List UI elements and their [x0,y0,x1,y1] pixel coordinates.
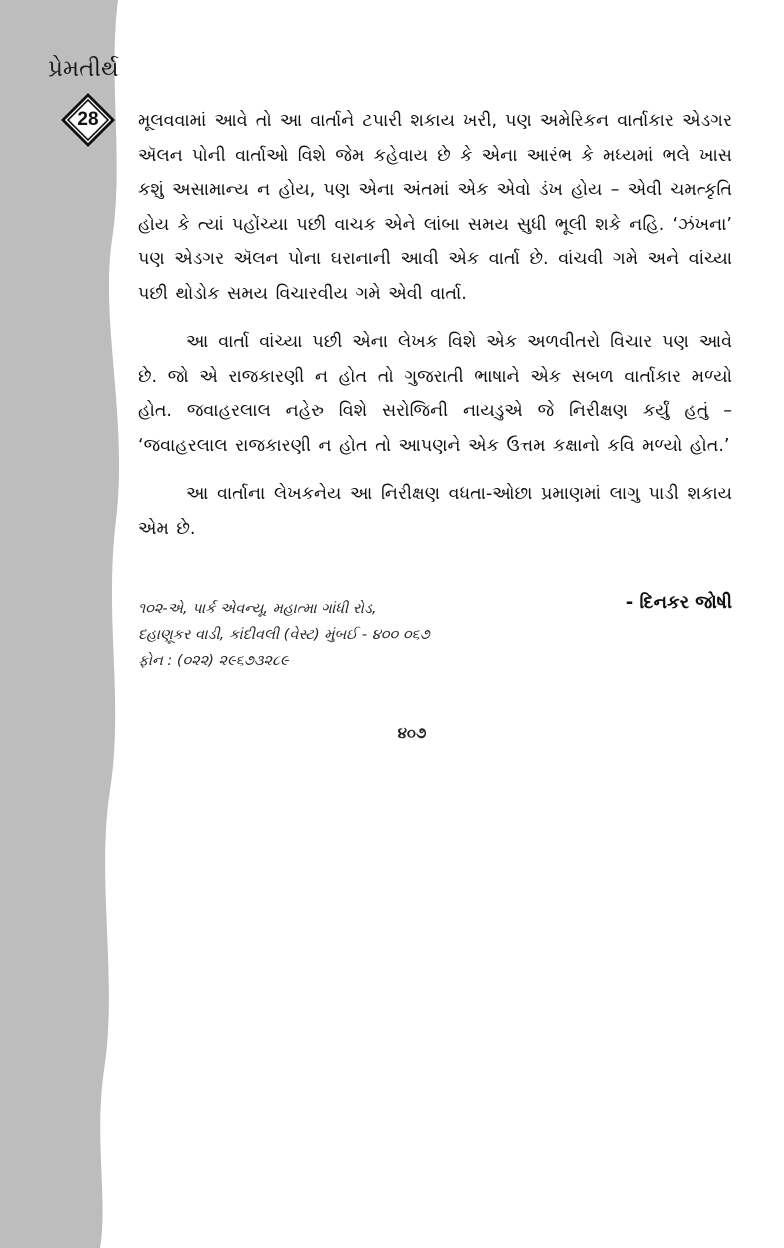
paragraph-2: આ વાર્તા વાંચ્યા પછી એના લેખક વિશે એક અળવીતરો વિચાર પણ આવે છે. જો એ રાજકારણી ન હોત તો ગુજરાતી ભાષાને એક સબળ વાર્તાકાર મળ્યો હોત. જવાહરલાલ નહેરુ વિશે સરોજિની નાયડુએ જે નિરીક્ષણ કર્યું હતું – ‘જવાહરલાલ રાજકારણી ન હોત તો આપણને એક ઉત્તમ કક્ષાનો કવિ મળ્યો હોત.’ [138,332,732,456]
author-address-line-2: દહાણૂકર વાડી, કાંદીવલી (વેસ્ટ) મુંબઈ - ૪૦૦ ૦૬૭ [138,627,430,643]
paragraph-3: આ વાર્તાના લેખકનેય આ નિરીક્ષણ વધતા-ઓછા પ્રમાણમાં લાગુ પાડી શકાય એમ છે. [138,484,732,539]
paragraph-1: મૂલવવામાં આવે તો આ વાર્તાને ટપારી શકાય ખરી, પણ અમેરિકન વાર્તાકાર એડગર ઍલન પોની વાર્તાઓ વિશે જેમ કહેવાય છે કે એના આરંભ કે મધ્યમાં ભલે ખાસ કશું અસામાન્ય ન હોય, પણ એના અંતમાં એક એવો ડંખ હોય – એવી ચમત્કૃતિ હોય કે ત્યાં પહોંચ્યા પછી વાચક એને લાંબા સમય સુધી ભૂલી શકે નહિ. ‘ઝંખના’ પણ એડગર ઍલન પોના ઘરાનાની આવી એક વાર્તા છે. વાંચવી ગમે અને વાંચ્યા પછી થોડોક સમય વિચારવીય ગમે એવી વાર્તા. [138,111,732,304]
chapter-number-badge [60,92,116,148]
author-footer [138,592,732,674]
page-header-title: પ્રેમતીર્થ [48,56,119,82]
author-address-line-1: ૧૦૨-એ, પાર્ક એવન્યૂ, મહાત્મા ગાંધી રોડ, [138,601,377,617]
author-signature: - દિનકર જોષી [625,592,732,613]
body-text [138,104,732,546]
chapter-number: 28 [77,109,99,130]
page-number: ૪૦૭ [397,724,427,742]
author-phone: ફોન : (૦૨૨) ૨૯૬૭૩૨૮૯ [138,653,289,669]
